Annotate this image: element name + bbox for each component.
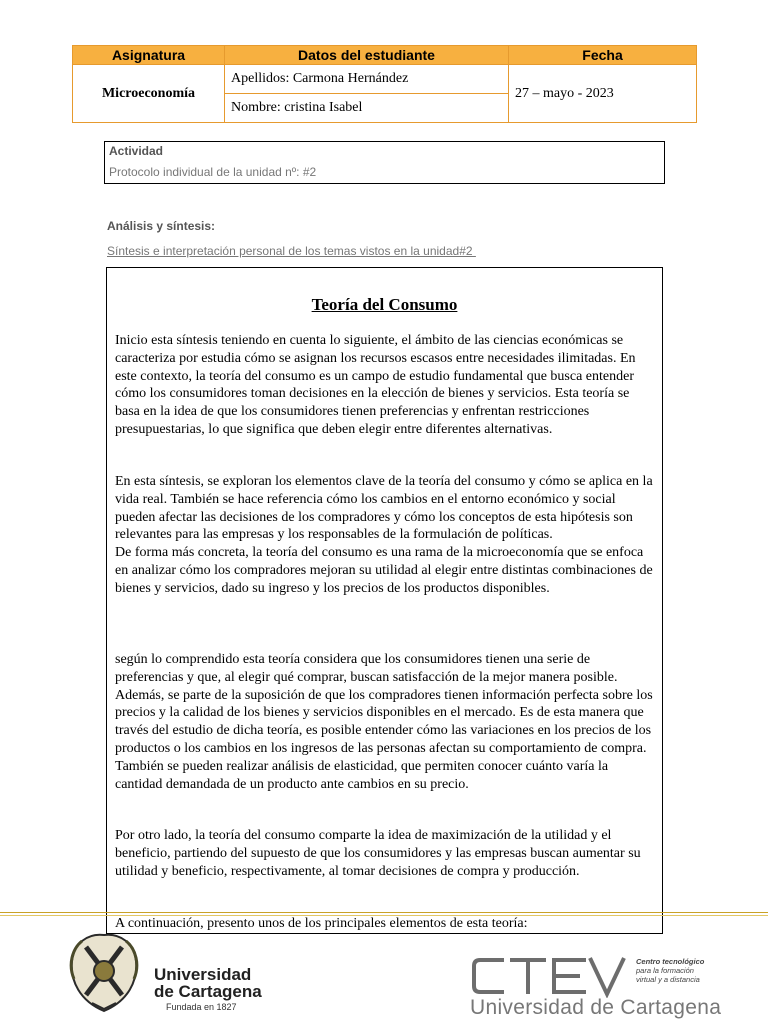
essay-paragraph-6: A continuación, presento unos de los principales elementos de esta teoría: [115, 916, 528, 931]
footer-divider [0, 912, 768, 913]
essay-box [106, 267, 663, 934]
footer-divider-secondary [0, 915, 768, 916]
essay-paragraph-5: Por otro lado, la teoría del consumo comparte la idea de maximización de la utilidad y el beneficio, partiendo del supuesto de que los consumidores y las empresas buscan aumentar su utilidad y beneficio, respectivamente, al tomar decisiones de compra y producción. [115, 828, 641, 879]
essay-paragraph-4: según lo comprendido esta teoría considera que los consumidores tienen una serie de preferencias y que, al elegir qué comprar, buscan satisfacción de la mejor manera posible. Además, se parte de la suposición de que los compradores tienen información perfecta sobre los precios y la calidad de los bienes y servicios disponibles en el mercado. Es de esta manera que través del estudio de dicha teoría, es posible entender cómo las variaciones en los precios de los productos o los cambios en los ingresos de las personas afectan su comportamiento de compra. También se pueden realizar análisis de elasticidad, que permiten conocer cuánto varía la cantidad demandada de un producto ante cambios en su precio. [115, 652, 653, 792]
ctev-side-line1: Centro tecnológico [636, 957, 705, 966]
university-crest-icon [62, 929, 146, 1015]
analysis-title: Análisis y síntesis: [107, 219, 216, 233]
university-name-line1: Universidad [154, 965, 252, 984]
subject-cell: Microeconomía [73, 65, 225, 123]
essay-title: Teoría del Consumo [311, 295, 458, 314]
activity-value: Protocolo individual de la unidad nº: #2 [109, 165, 317, 179]
university-name-line2: de Cartagena [154, 982, 262, 1001]
name-cell: Nombre: cristina Isabel [225, 94, 509, 123]
university-founded: Fundada en 1827 [166, 1002, 237, 1012]
col-subject-header: Asignatura [73, 46, 225, 65]
ctev-description [636, 957, 704, 984]
date-cell: 27 – mayo - 2023 [509, 65, 697, 123]
surname-cell: Apellidos: Carmona Hernández [225, 65, 509, 94]
analysis-subtitle: Síntesis e interpretación personal de los temas vistos en la unidad#2 [107, 244, 476, 258]
essay-paragraph-3: De forma más concreta, la teoría del consumo es una rama de la microeconomía que se enfoca en analizar cómo los compradores mejoran su utilidad al elegir entre distintas combinaciones de bienes y servicios, dado su ingreso y los precios de los productos disponibles. [115, 545, 653, 596]
ctev-university-name: Universidad de Cartagena [470, 996, 722, 1019]
col-date-header: Fecha [509, 46, 697, 65]
essay-paragraph-1: Inicio esta síntesis teniendo en cuenta lo siguiente, el ámbito de las ciencias económicas se caracteriza por estudia cómo se asignan los recursos escasos entre necesidades ilimitadas. En este contexto, la teoría del consumo es un campo de estudio fundamental que busca entender cómo los consumidores toman decisiones en la elección de bienes y servicios. Esta teoría se basa en la idea de que los consumidores tienen preferencias y enfrentan restricciones presupuestarias, lo que significa que deben elegir entre diferentes alternativas. [115, 333, 636, 437]
activity-label: Actividad [109, 144, 164, 158]
ctev-logo-icon [470, 954, 626, 998]
activity-box [104, 141, 665, 184]
col-student-header: Datos del estudiante [225, 46, 509, 65]
header-table [72, 45, 697, 123]
ctev-side-line2: para la formación [636, 966, 694, 975]
ctev-side-line3: virtual y a distancia [636, 975, 700, 984]
essay-paragraph-2: En esta síntesis, se exploran los elementos clave de la teoría del consumo y cómo se aplica en la vida real. También se hace referencia cómo los cambios en el entorno económico y social pueden afectar las decisiones de los compradores y cómo los conceptos de esta hipótesis son relevantes para las empresas y los responsables de la formulación de políticas. [115, 474, 653, 543]
